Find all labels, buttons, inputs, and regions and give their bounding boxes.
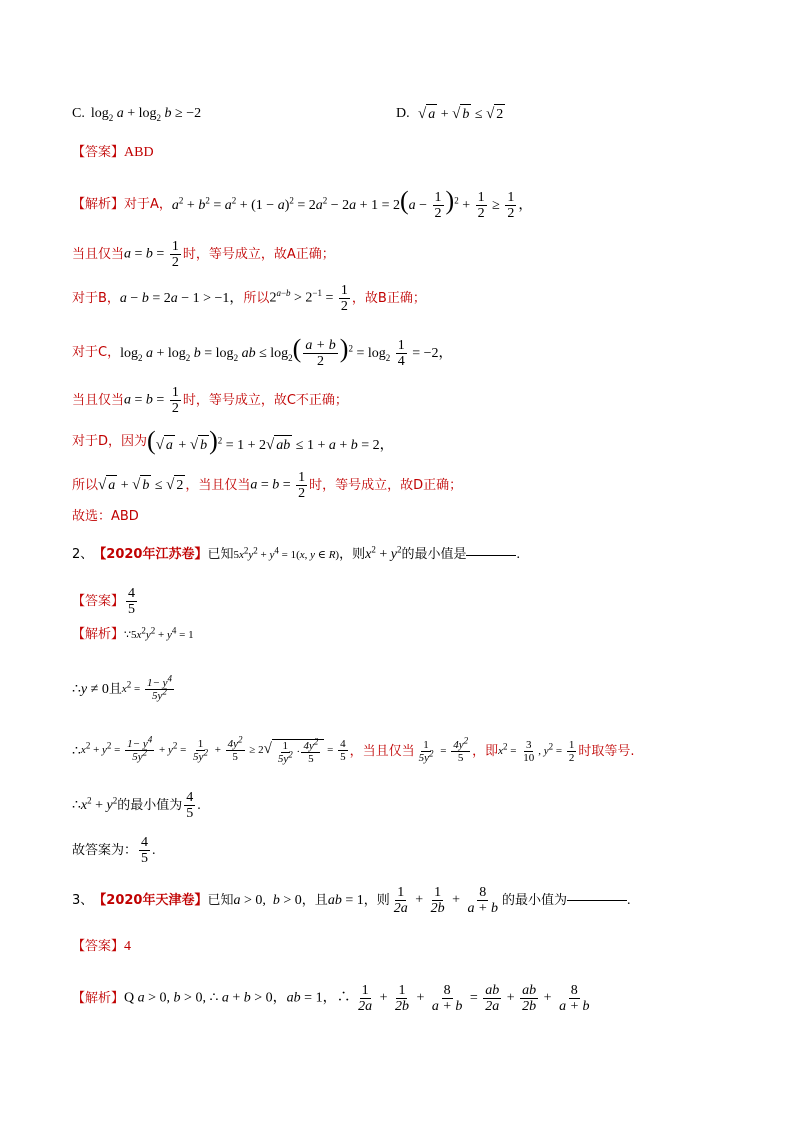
- therefore-symbol: ∴: [72, 681, 81, 697]
- answer-tag: 【答案】: [72, 145, 125, 160]
- analysis-a-intro: 对于A，: [124, 196, 172, 212]
- q1-answer-row: [72, 143, 734, 163]
- q3-stem-then: ，则: [363, 892, 390, 908]
- q2-source: 【2020年江苏卷】: [93, 547, 208, 562]
- option-d-label: D.: [396, 106, 410, 121]
- q2-analysis-1: 【解析】 ∵ $5x^2y^2 + y^4 = 1$: [72, 625, 734, 645]
- q2-stem-mid: ，则: [339, 547, 366, 562]
- take-eq-text: 时取等号.: [578, 743, 635, 759]
- answer-tag: 【答案】: [72, 939, 125, 954]
- analysis-tag: 【解析】: [72, 627, 125, 642]
- q1-analysis-d: 对于D，因为 ( √ a + √ b )$^2$ = 1 + 2 √ ab ≤ 1 + a + b = 2，: [72, 426, 394, 455]
- q3-stem-and: ，且: [301, 892, 328, 908]
- q2-analysis-3: ∴ $x^2 + y^2$ = $\frac{1- y^4}{5y^2}$ + $y^2$ = $\frac{1}{5y^2}$ + $\frac{4y^2}{5}$ ≥ 2 √ $\frac{1}{5y^2}$ · $\frac{4y^2}{5}$ = $\frac{4}{5}$ ，当且仅当 $\frac{1}{5y^2}$ = $\frac{4y^2}{5}$ ，即 $x^2$ = $\frac{3}{10}$ , $y^2$ = $\frac{1}{2}$ 时取等号.: [72, 734, 635, 766]
- q3-analysis: 【解析】 Q a > 0, b > 0, ∴ a + b > 0，ab = 1，∴ $\frac{1}{2a}$ + $\frac{1}{2b}$ + $\frac{8}{a + b}$ = $\frac{ab}{2a}$ + $\frac{ab}{2b}$ + $\frac{8}{a + b}$: [72, 983, 590, 1014]
- formula-a: $a^2 + b^2 = a^2 + (1 - a)^2 = 2a^2 - 2a + 1 = 2(a$ − $\frac{1}{2}$ )$^2$ + $\frac{1}{2}$ ≥ $\frac{1}{2}$ ，: [171, 186, 533, 222]
- cond-text: 当且仅当: [72, 246, 125, 262]
- q3-answer-row: [72, 937, 734, 957]
- q3-stem-end: 的最小值为: [502, 892, 568, 908]
- q2-stem-end: 的最小值是: [401, 547, 467, 562]
- because-symbol: ∵: [124, 629, 132, 641]
- q2-stem-pre: 已知: [207, 547, 234, 562]
- cond-text: ，当且仅当: [185, 477, 251, 493]
- ie-text: ，即: [472, 743, 499, 759]
- option-c-d-row: [72, 104, 734, 124]
- answer-tag: 【答案】: [72, 593, 125, 609]
- cond-end: 时，等号成立，故C不正确；: [182, 392, 348, 408]
- analysis-d-intro: 对于D，因为: [72, 434, 148, 449]
- so-text: 所以: [243, 290, 270, 306]
- q1-analysis-a-cond: 当且仅当 a = b = $\frac{1}{2}$ 时，等号成立，故A正确；: [72, 239, 335, 270]
- answer-value: 4: [124, 939, 132, 954]
- q2-final: 故答案为： $\frac{4}{5}$ .: [72, 835, 156, 866]
- final-text: 故选：ABD: [72, 509, 139, 524]
- final-text: 故答案为：: [72, 842, 138, 858]
- analysis-tag: 【解析】: [72, 990, 125, 1006]
- q1-analysis-c: 对于C， $\log_2 a + \log_2 b = \log_2$ ab ≤ $\log_2$( $\frac{a + b}{2}$ )$^2 = \log_2$ $\frac{1}{4}$ = −2，: [72, 334, 453, 370]
- option-c-label: C.: [72, 106, 85, 121]
- q3-number: 3、: [72, 892, 94, 908]
- q3-stem: 3、 【2020年天津卷】 已知 a > 0, b > 0 ，且 ab = 1 ，则 $\frac{1}{2a}$ + $\frac{1}{2b}$ + $\frac{8}{a + b}$ 的最小值为 .: [72, 885, 631, 916]
- q1-analysis-b: 对于B， a − b = 2a − 1 > −1， 所以 $2^{a-b} > 2^{-1}$ = $\frac{1}{2}$ ，故B正确；: [72, 283, 426, 314]
- b-end: ，故B正确；: [351, 290, 426, 306]
- q1-analysis-a: [72, 188, 734, 221]
- cond-text: ，当且仅当: [349, 743, 415, 759]
- therefore-symbol: ∴: [72, 797, 81, 813]
- q3-source: 【2020年天津卷】: [93, 892, 208, 908]
- cond-end: 时，等号成立，故A正确；: [182, 246, 335, 262]
- analysis-tag: 【解析】: [72, 196, 125, 212]
- answer-value: ABD: [124, 145, 154, 160]
- analysis-c-intro: 对于C，: [72, 344, 121, 360]
- min-text: 的最小值为: [117, 797, 183, 813]
- q1-analysis-d-cond: 所以 √ a + √ b ≤ √ 2 ，当且仅当 a = b = $\frac{1}{2}$ 时，等号成立，故D正确；: [72, 470, 463, 501]
- analysis-b-intro: 对于B，: [72, 290, 120, 306]
- q2-analysis-2: ∴ y ≠ 0 且 $x^2$ = $\frac{1- y^4}{5y^2}$: [72, 673, 173, 702]
- so-text: 所以: [72, 477, 99, 493]
- q2-number: 2、: [72, 547, 94, 562]
- option-c-formula: $\log_2 a + \log_2 b \ge -2$: [90, 106, 202, 123]
- cond-end: 时，等号成立，故D正确；: [309, 477, 463, 493]
- cond-text: 当且仅当: [72, 392, 125, 408]
- and-text: 且: [108, 681, 122, 697]
- q1-final: [72, 507, 734, 527]
- q3-stem-pre: 已知: [207, 892, 234, 908]
- q2-answer-row: 【答案】 $\frac{4}{5}$: [72, 586, 136, 617]
- answer-blank: [567, 900, 627, 901]
- answer-blank: [466, 555, 516, 556]
- q2-stem: 2、 【2020年江苏卷】 已知 $5x^2y^2 + y^4 = 1(x$, y ∈ R) ，则 $x^2 + y^2$ 的最小值是 .: [72, 545, 734, 565]
- q2-analysis-4: ∴ $x^2 + y^2$ 的最小值为 $\frac{4}{5}$ .: [72, 790, 201, 821]
- q1-analysis-c-cond: 当且仅当 a = b = $\frac{1}{2}$ 时，等号成立，故C不正确；: [72, 385, 348, 416]
- option-d-formula: √ a + √ b ≤ √ 2: [418, 104, 505, 125]
- therefore-symbol: ∴: [72, 743, 81, 759]
